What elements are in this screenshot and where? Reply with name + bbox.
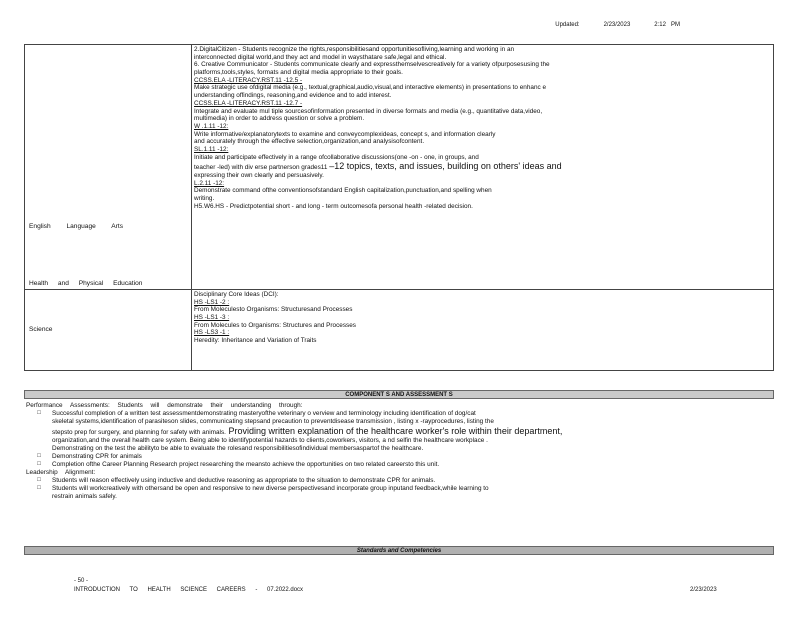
standards-cell <box>192 290 774 371</box>
list-item <box>26 461 772 469</box>
standard-text: writing. <box>194 195 215 203</box>
subject-science: Science <box>29 326 53 334</box>
standard-text: H5.W6.HS - Predictpotential short - and long - term outcomesofa personal health -related decision. <box>194 202 473 210</box>
footer-date: 2/23/2023 <box>690 587 717 593</box>
standard-text: 6. Creative Communicator - Students communicate clearly and expressthemselvescreatively for a variety ofpurposesusing the <box>194 61 550 69</box>
footer-page-number: - 50 - <box>74 578 89 584</box>
standard-text: Integrate and evaluate mul tiple sourcesofinformation presented in diverse formats and media (e.g., quantitative data,video, <box>194 107 543 115</box>
standard-code: HS -LS1 -3 : <box>194 314 230 322</box>
standards-competencies-bar: Standards and Competencies <box>24 546 774 555</box>
subject-ela: English Language Arts <box>29 223 123 231</box>
subject-cell <box>25 290 192 371</box>
performance-heading: Performance Assessments: Students will demonstrate their understanding through: <box>26 402 303 409</box>
list-item-line: restrain animals safely. <box>52 493 117 501</box>
standard-code: CCSS.ELA -LITERACY.RST.11 -12.7 - <box>194 99 303 107</box>
standard-code: HS -LS1 -2 : <box>194 298 230 306</box>
leadership-list <box>26 477 772 501</box>
updated-label: Updated: <box>555 22 580 28</box>
standard-code: W .1.11 -12: <box>194 122 229 130</box>
standard-text: expressing their own clearly and persuasively. <box>194 172 324 180</box>
checkbox-bullet-icon: □ <box>37 461 41 468</box>
list-item-text <box>52 461 772 469</box>
list-item-text <box>52 485 772 501</box>
standard-text: Disciplinary Core Ideas (DCI): <box>194 291 279 298</box>
standard-text: teacher -led) with div erse partnerson grades11 –12 topics, texts, and issues, building on others' ideas and <box>194 161 562 172</box>
components-bar: COMPONENT S AND ASSESSMENT S <box>24 390 774 399</box>
subject-health-pe: Health and Physical Education <box>29 280 143 288</box>
list-item-line: organization,and the overall health care system. Being able to identifypotential hazards to clients,coworkers, visitors, a nd selfin the healthcare workplace . <box>52 437 488 445</box>
checkbox-bullet-icon: □ <box>37 453 41 460</box>
leadership-heading: Leadership Alignment: <box>26 469 96 477</box>
standards-cell <box>192 45 774 290</box>
list-item-line: Successful completion of a written test assessmentdemonstrating masteryofthe veterinary o verview and terminology including identification of dog/cat <box>52 410 476 417</box>
list-item <box>26 485 772 501</box>
updated-time <box>654 22 680 28</box>
standard-text: platforms,tools,styles, formats and digital media appropriate to their goals. <box>194 69 403 77</box>
standard-text: Write informative/explanatorytexts to examine and conveycomplexideas, concept s, and information clearly <box>194 130 496 138</box>
assessments-section <box>26 402 772 501</box>
list-item <box>26 477 772 485</box>
standard-text: 2.DigitalCitizen - Students recognize the rights,responsibilitiesand opportunitiesofliving,learning and working in an <box>194 46 515 53</box>
list-item-text <box>52 477 772 485</box>
checkbox-bullet-icon: □ <box>37 477 41 484</box>
list-item <box>26 453 772 461</box>
updated-header <box>555 22 680 28</box>
list-item-line: Students will workcreatively with othersand be open and responsive to new diverse perspectivesand incorporate group inputand feedback,while learning to <box>52 485 489 493</box>
updated-date: 2/23/2023 <box>603 22 631 28</box>
standard-text: interconnected digital world,and they act and model in waysthatare safe,legal and ethical. <box>194 53 447 61</box>
checkbox-bullet-icon: □ <box>37 485 41 492</box>
standard-text: From Molecules to Organisms: Structures and Processes <box>194 321 356 329</box>
standard-text: Demonstrate command ofthe conventionsofstandard English capitalization,punctuation,and spelling when <box>194 187 492 195</box>
subject-cell <box>25 45 192 290</box>
list-item-text <box>52 410 772 453</box>
table-row <box>25 290 774 371</box>
table-row <box>25 45 774 290</box>
list-item-line: skeletal systems,identification of parasiteson slides, communicating stepsand precaution to preventdisease transmission , listing x -rayprocedures, listing the <box>52 418 494 425</box>
time-value: 2:12 <box>654 22 666 28</box>
standard-text: and accurately through the effective selection,organization,and analysisofcontent. <box>194 138 425 146</box>
list-item <box>26 410 772 453</box>
time-ampm: PM <box>671 22 680 28</box>
footer-title: INTRODUCTION TO HEALTH SCIENCE CAREERS - 07.2022.docx <box>74 587 304 593</box>
performance-list <box>26 410 772 469</box>
standard-text: multimedia) in order to address question or solve a problem. <box>194 115 365 123</box>
checkbox-bullet-icon: □ <box>37 410 41 416</box>
list-item-text <box>52 453 772 461</box>
standard-text: Make strategic use ofdigital media (e.g., textual,graphical,audio,visual,and interactive elements) in presentations to enhanc e <box>194 84 547 92</box>
standard-text-large: –12 topics, texts, and issues, building on others' ideas and <box>329 161 562 172</box>
standard-text: Initiate and participate effectively in a range ofcollaborative discussions(one -on - one, in groups, and <box>194 153 479 161</box>
list-item-line: Students will reason effectively using inductive and deductive reasoning as appropriate to the situation to demonstrate CPR for animals. <box>52 477 436 485</box>
standard-code: SL.1.11 -12: <box>194 145 229 153</box>
standard-code: L.2.11 -12: <box>194 179 225 187</box>
list-item-large-text: Providing written explanation of the healthcare worker's role within their department, <box>225 426 563 436</box>
standard-text: understanding offindings, reasoning,and evidence and to add interest. <box>194 92 392 100</box>
list-item-line: Demonstrating on the test the abilityto be able to evaluate the rolesand responsibilitiesofindividual membersaspartof the healthcare. <box>52 445 424 453</box>
list-item-line: stepsto prep for surgery, and planning for safety with animals. Providing written explanation of the healthcare worker's role within their department, <box>52 426 563 436</box>
standard-code: CCSS.ELA -LITERACY.RST.11 -12.5 - <box>194 76 303 84</box>
standard-code: HS -LS3 -1 : <box>194 329 230 337</box>
standards-table <box>24 44 774 371</box>
list-item-line: Completion ofthe Career Planning Research project researching the meansto achieve the opportunities on two related careersto this unit. <box>52 461 440 469</box>
standard-text: From Moleculesto Organisms: Structuresand Processes <box>194 306 353 314</box>
standard-text: Heredity: Inheritance and Variation of Traits <box>194 337 317 345</box>
list-item-line: Demonstrating CPR for animals <box>52 453 142 461</box>
